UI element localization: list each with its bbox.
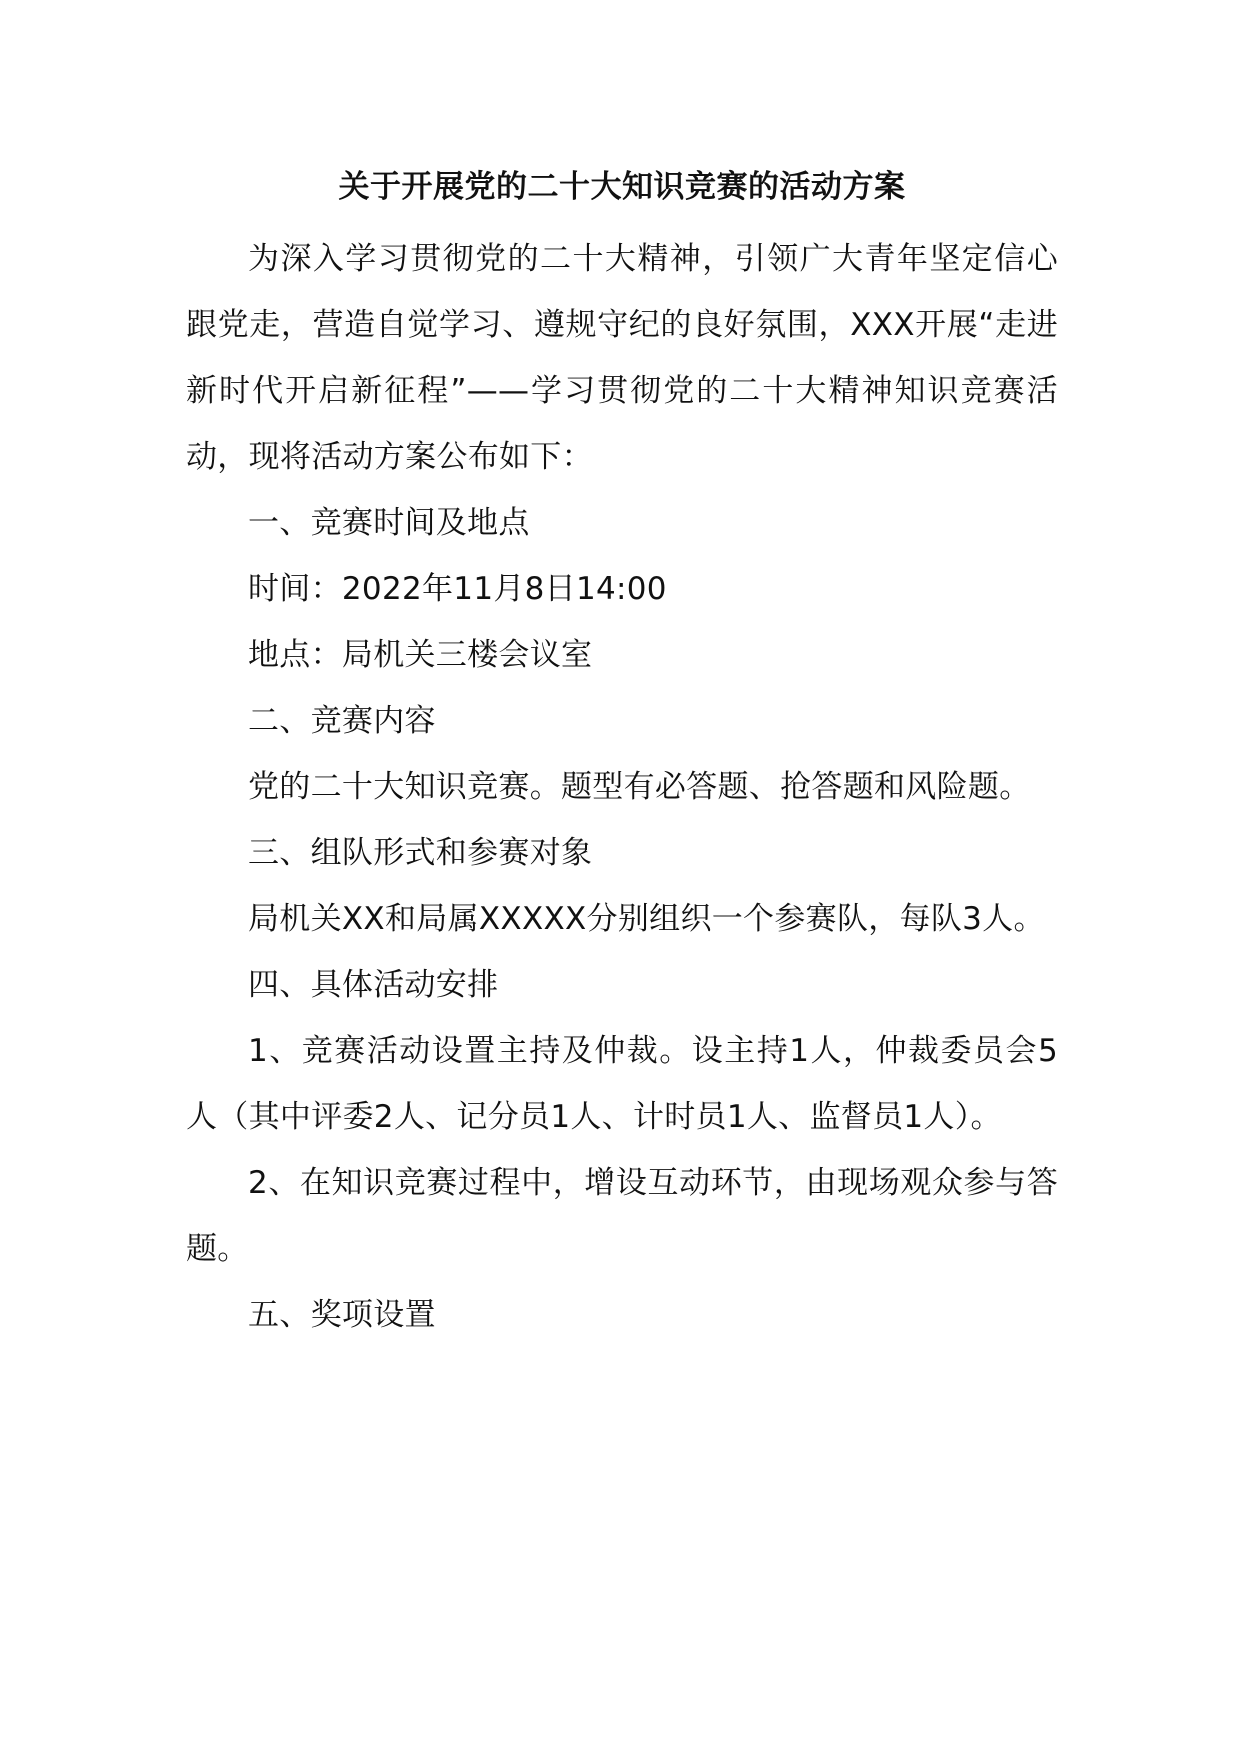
place-line: 地点：局机关三楼会议室	[248, 637, 593, 673]
teams-paragraph: 局机关XX和局属XXXXX分别组织一个参赛队，每队3人。	[248, 901, 1045, 937]
intro-paragraph: 为深入学习贯彻党的二十大精神，引领广大青年坚定信心跟党走，营造自觉学习、遵规守纪的良好氛围，XXX开展“走进新时代开启新征程”——学习贯彻党的二十大精神知识竞赛活动，现将活动方案公布如下：	[186, 241, 1058, 475]
arrangement-item-1: 1、竞赛活动设置主持及仲裁。设主持1人，仲裁委员会5人（其中评委2人、记分员1人、计时员1人、监督员1人）。	[186, 1033, 1058, 1135]
section-heading-arrangement: 四、具体活动安排	[248, 967, 499, 1003]
section-heading-awards: 五、奖项设置	[248, 1297, 436, 1333]
document-title: 关于开展党的二十大知识竞赛的活动方案	[338, 169, 906, 205]
arrangement-item-2: 2、在知识竞赛过程中，增设互动环节，由现场观众参与答题。	[186, 1165, 1058, 1267]
section-heading-time-place: 一、竞赛时间及地点	[248, 505, 530, 541]
time-line: 时间：2022年11月8日14:00	[248, 571, 667, 607]
section-heading-content: 二、竞赛内容	[248, 703, 436, 739]
section-heading-teams: 三、组队形式和参赛对象	[248, 835, 593, 871]
content-paragraph: 党的二十大知识竞赛。题型有必答题、抢答题和风险题。	[248, 769, 1031, 805]
